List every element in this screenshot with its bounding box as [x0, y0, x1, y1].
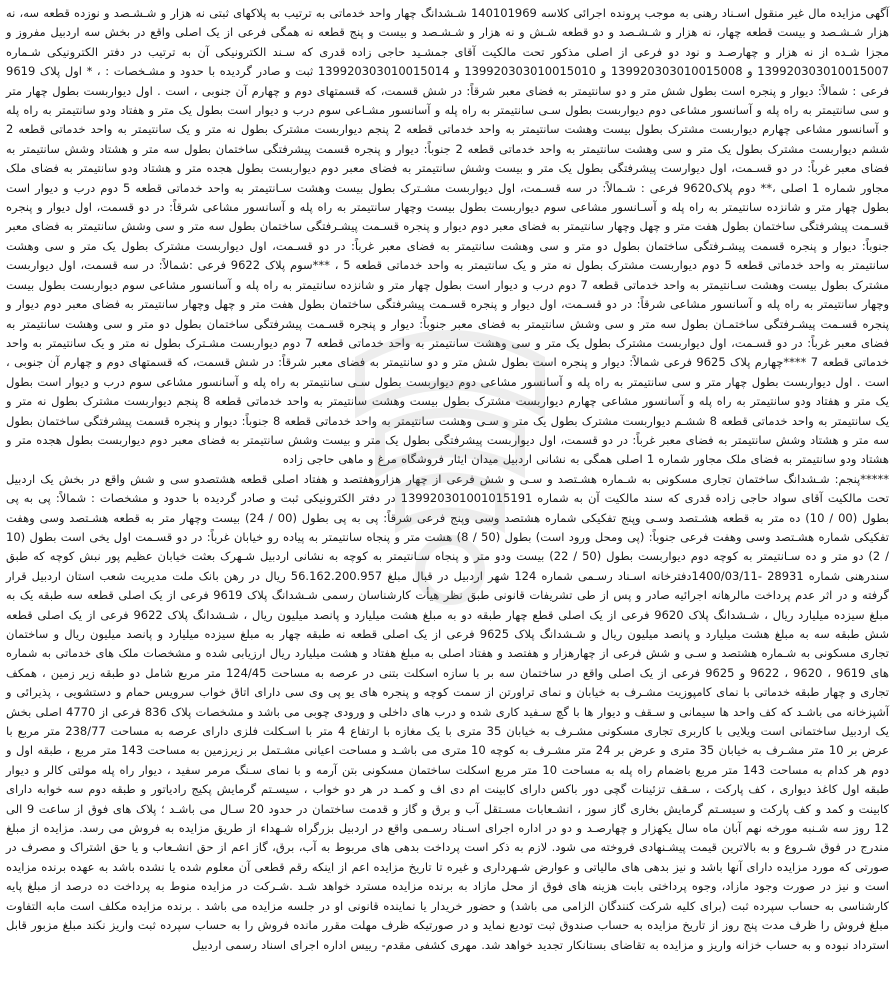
notice-paragraph-1: آگهی مزایده مال غیر منقول اسـناد رهنی به موجب پرونده اجرائی کلاسه 140101969 شـشدانگ چهار واحد خدماتی به ترتیب به پلاکهای ثبتی نه هزار و شـشـصد و نوزده قطعه سه، نه هزار شـشـصد و بیست قطعه چهار، نه هزار و شـشـصد و دو قطعه شـش و نه هزار و شـشـصد و بیست و پنج قطعه نه همگی فرعی از یک اصلی واقع در بخش سه اردبیل مفروز و مجزا شـده از نه هزار و چهارصـد و نود دو فرعی از اصلی مذکور تحت مالکیت آقای جمشـید حاجی زاده قدری که سـند الکترونیکی آن به ترتیب در دفتر الکترونیکی شـماره 139920303010015007 و 139920303010015008 و 139920303010015010 و 139920303010015014 ثبت و صادر گردیده با حدود و مشـخصات : ، * اول پلاک 9619 فرعی : شمالاً: دیوار و پنجره است بطول شش متر و دو سانتیمتر به فضای معبر شرقاً: در شش قسمت، که قسمتهای دوم و چهارم آن جنوبی ، است . اول دیواربست بطول چهار متر و سی سانتیمتر به راه پله و آسانسور مشاعی دوم دیواربست بطول سـی سانتیمتر به راه پله و آسانسور مشـاعی سوم درب و دیوار است بطول یک متر و هفتاد ودو سانتیمتر به راه پله و آسانسور مشاعی چهارم دیواربست مشترک بطول بیست وهشت سانتیمتر به واحد خدماتی قطعه 2 پنجم دیواربست مشترک بطول نه متر و یک سانتیمتر به واحد خدماتی قطعه 2 ششم دیواربست مشترک بطول یک متر و سی وهشت سانتیمتر به واحد خدماتی قطعه 2 جنوباً: دیوار و پنجره قسمت پیشرفتگی ساختمان بطول سه متر و هشتاد وشش سانتیمتر به فضای معبر غرباً: در دو قسـمت، اول دیوارست پیشرفتگی بطول یک متر و بیست وشش سانتیمتر به فضای معبر دوم دیواربست بطول هجده متر و هشتاد ودو سانتیمتر به فضای ملک مجاور شماره 1 اصلی ،** دوم پلاک9620 فرعی : شـمالاً: در سه قسـمت، اول دیواربست مشـترک بطول بیست وهشت سـانتیمتر به واحد خدماتی قطعه 5 دوم درب و دیوار است بطول چهار متر و شانزده سانتیمتر به راه پله و آسـانسور مشاعی سوم دیواربست بطول بیست وچهار سانتیمتر به راه پله و آسانسور مشاعی شرقاً: در دو قسمت، اول دیوار و پنجره قسـمت پیشرفتگی ساختمان بطول هفت متر و چهل وچهار سانتیمتر به فضای معبر دوم دیوار و پنجره قسـمت پیشـرفتگی ساختمان بطول سه متر و سی وشش سانتیمتر به فضای معبر جنوباً: دیوار و پنجره قسمت پیشـرفتگی ساختمان بطول دو متر و سی وهشت سانتیمتر به فضای معبر غرباً: در دو قسـمت، اول دیواربست مشترک بطول یک متر و سی وهشت سانتیمتر به واحد خدماتی قطعه 5 دوم دیواربست مشترک بطول نه متر و یک سانتیمتر به واحد خدماتی قطعه 5 ، ***سوم پلاک 9622 فرعی :شمالاً: در سه قسمت، اول دیواربست مشترک بطول بیست وهشت سـانتیمتر به واحد خدماتی قطعه 7 دوم درب و دیوار است بطول چهار متر و شانزده سانتیمتر به راه پله و آسانسور مشاعی سوم دیواربست بطول بیست وچهار سانتیمتر به راه پله و آسانسور مشاعی شرقاً: در دو قسـمت، اول دیوار و پنجره قسـمت پیشرفتگی ساختمان بطول هفت متر و چهل وچهار سانتیمتر به فضای معبر دوم دیوار و پنجره قسـمت پیشـرفتگی ساختمـان بطول سه متر و سی وشش سانتیمتر به فضای معبر جنوباً: دیوار و پنجره قسـمت پیشرفتگی ساختمان بطول دو متر و سی وهشت سانتیمتر به فضای معبر غرباً: در دو قسـمت، اول دیواربست مشترک بطول یک متر و سی وهشت سانتیمتر به واحد خدماتی قطعه 7 دوم دیواربست مشـترک بطول نه متر و یک سانتیمتر به واحد خدماتی قطعه 7 ****چهارم پلاک 9625 فرعی شمالاً: دیوار و پنجره است بطول شش متر و دو سانتیمتر به فضای معبر شرقاً: در شش قسمت، که قسمتهای دوم و چهارم آن جنوبی ، است . اول دیواربست بطول چهار متر و سی سانتیمتر به راه پله و آسانسور مشاعی دوم دیواربست بطول سـی سانتیمتر به راه پله و آسانسور مشاعی سوم درب و دیوار است بطول یک متر و هفتاد ودو سانتیمتر به راه پله و آسانسور مشاعی چهارم دیواربست مشترک بطول بیست وهشت سانتیمتر به واحد خدماتی قطعه 8 پنجم دیواربست مشترک بطول نه متر و یک سانتیمتر به واحد خدماتی قطعه 8 ششـم دیواربست مشترک بطول یک متر و سـی وهشت سانتیمتر به واحد خدماتی قطعه 8 جنوباً: دیوار و پنجره قسمت پیشرفتگی ساختمان بطول سه متر و هشتاد وشش سانتیمتر به فضای معبر غرباً: در دو قسمت، اول دیواربست پیشرفتگی بطول یک متر و بیست وشش سانتیمتر به فضای معبر دوم دیواربست بطول هجده متر و هشتاد ودو سانتیمتر به فضای ملک مجاور شماره 1 اصلی همگی به نشانی اردبیل میدان ایثار فروشگاه مرغ و ماهی حاجی زاده — [6, 6, 890, 467]
notice-paragraph-2: *****پنجم: شـشدانگ ساختمان تجاری مسکونی به شـماره هشـتصد و سـی و شش فرعی از چهار هزاروهفتصد و هفتاد اصلی قطعه هشتصدو سی و شش واقع در بخش یک اردبیل تحت مالکیت آقای سواد حاجی زاده قدری که سند مالکیت آن به شماره 139920301001015191 در دفتر الکترونیکی ثبت و صادر گردیده با حدود و مشخصات : شمالاً: پی به پی بطول (00 / 10) ده متر به قطعه هشـتصد وسـی وپنج تفکیکی شماره هشتصد وسی وپنج فرعی شرقاً: پی به پی بطول (00 / 24) بیست وچهار متر به قطعه هشـتصد وسی وهفت تفکیکی شماره هشـتصد وسی وهفت فرعی جنوباً: (پی ومحل ورود است) بطول (50 / 8) هشت متر و پنجاه سانتیمتر به پیاده رو خیابان غرباً: در دو قسـمت اول یخی است بطول (10 / 2) دو متر و ده سـانتیمتر به کوچه دوم دیواربست بطول (50 / 22) بیست ودو متر و پنجاه سـانتیمتر به کوچه به نشانی اردبیل شـهرک بعثت خیابان عظیم پور نبش کوچه که طبق سندرهنی شماره 28931 -1400/03/11دفترخانه اسـناد رسـمی شماره 124 شهر اردبیل در قبال مبلغ 56.162.200.957 ریال در رهن بانک ملت مدیریت شعب استان اردبیل قرار گرفته و در اثر عدم پرداخت مالرهانه اجرائیه صادر و پس از طی تشریفات قانونی طبق نظر هیأت کارشناسان رسمی شـشدانگ پلاک 9619 فرعی از یک اصلی قطعه سه طبقه یک به مبلغ سیزده میلیارد ریال ، شـشدانگ پلاک 9620 فرعی از یک اصلی قطع چهار طبقه دو به مبلغ هشت میلیارد و پانصد میلیون ریال ، شـشدانگ پلاک 9622 فرعی از یک اصلی قطعه شش طبقه سه به مبلغ هشت میلیارد و پانصد میلیون ریال و شـشدانگ پلاک 9625 فرعی از یک اصلی قطعه نه طبقه چهار به مبلغ سیزده میلیارد و پانصد میلیون ریال و ساختمان تجاری مسکونی به شـماره هشتصد و سـی و شش فرعی از چهارهزار و هفتصد و هفتاد اصلی به مبلغ هفتاد و هشت میلیارد ریال ارزیابی شده و مشخصات ملک های خدماتی به شماره های 9619 ، 9620 ، 9622 و 9625 فرعی از یک اصلی واقع در ساختمان سه بر با سازه اسکلت بتنی در عرصه به مساحت 124/45 متر مربع شامل دو طبقه زیر زمین ، همکف تجاری و چهار طبقه خدماتی با نمای کامپوزیت مشـرف به خیابان و نمای تراورتن از سمت کوچه و پنجره های یو پی وی سی دارای اتاق خواب سرویس حمام و دستشویی ، پذیرائی و آشپزخانه می باشـد که کف واحد ها سیمانی و سـقف و دیوار ها با گچ سـفید کاری شده و درب های داخلی و ورودی چوبی می باشد و مشخصات پلاک 836 فرعی از 4770 اصلی بخش یک اردبیل ساختمانی است ویلایی با کاربری تجاری مسکونی مشـرف به خیابان 35 متری با یک مغازه با ارتفاع 4 متر با اسـکلت فلزی دارای عرصه به مساحت 238/77 متر مربع با عرض بر 10 متر مشـرف به خیابان 35 متری و عرض بر 24 متر مشـرف به کوچه 10 متری می باشـد و مساحت اعیانی مشـتمل بر زیرزمین به مساحت 143 متر مربع ، طبقه اول و دوم هر کدام به مساحت 143 متر مربع باضمام راه پله به مساحت 10 متر مربع اسکلت ساختمان مسکونی بتن آرمه و با نمای سـنگ مرمر سفید ، دیوار راه پله مولتی کالر و دیوار طبقه اول کاغذ دیواری ، کف پارکت ، سـقف تزئینات گچی دور باکس دارای کابینت ام دی اف و کمـد در هر دو خواب ، سیسـتم گرمایش پکیج رادیاتور و طبقه دوم سه خوابه دارای کابینت و کمد و کف پارکت و سیسـتم گرمایش بخاری گاز سوز ، انشـعابات مسـتقل آب و برق و گاز و قدمت ساختمان در حدود 20 سـال می باشـد ؛ پلاک های فوق از ساعت 9 الی 12 روز سه شـنبه مورخه نهم آبان ماه سال یکهزار و چهارصـد و دو در اداره اجرای اسـناد رسـمی واقع در اردبیل بزرگراه شـهداء از طریق مزایده به فروش می رسد. مزایده از مبلغ مندرج در فوق شـروع و به بالاترین قیمت پیشـنهادی فروخته می شود. لازم به ذکر است پرداخت بدهی های مربوط به آب، برق، گاز اعم از حق انشـعاب و یا حق اشتراک و مصرف در صورتی که مورد مزایده دارای آنها باشد و نیز بدهی های مالیاتی و عوارض شـهرداری و غیره تا تاریخ مزایده اعم از اینکه رقم قطعی آن معلوم شده یا نشده باشد به عهده برنده مزایده است و نیز در صورت وجود مازاد، وجوه پرداختی بابت هزینه های فوق از محل مازاد به برنده مزایده مسترد خواهد شـد .شـرکت در مزایده منوط به پرداخت ده درصد از مبلغ پایه کارشناسی به حساب سپرده ثبت (برای کلیه شرکت کنندگان الزامی می باشد) و حضور خریدار یا نماینده قانونی او در جلسه مزایده می باشد . برنده مزایده مکلف است مابه التفاوت مبلغ فروش را ظرف مدت پنج روز از تاریخ مزایده به حساب صندوق ثبت تودیع نماید و در صورتیکه ظرف مهلت مقرر مانده فروش را به حساب سپرده ثبت واریز نکند مبلغ مزبور قابل استرداد نبوده و به حساب خزانه واریز و مزایده به تقاضای بستانکار تجدید خواهد شد. مهری کشفی مقدم- رییس اداره اجرای اسناد رسمی اردبیل — [6, 471, 890, 952]
